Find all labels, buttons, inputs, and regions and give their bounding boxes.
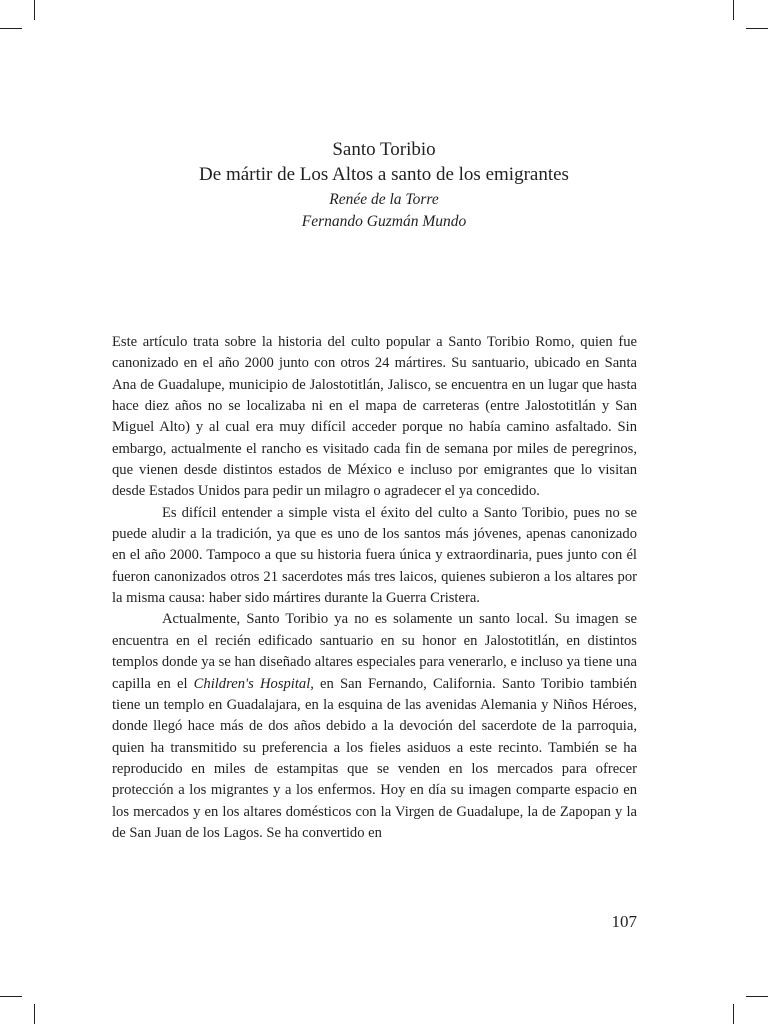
- crop-mark-bottom-left-horizontal: [0, 996, 22, 997]
- crop-mark-top-left-vertical: [34, 0, 35, 20]
- body-paragraph: [112, 609, 637, 844]
- author-name: Fernando Guzmán Mundo: [301, 213, 467, 230]
- crop-mark-bottom-right-horizontal: [746, 996, 768, 997]
- article-title: Santo Toribio: [332, 139, 436, 160]
- article-header: [0, 137, 768, 233]
- crop-mark-top-right-vertical: [733, 0, 734, 20]
- page-number: 107: [611, 912, 637, 931]
- italic-reference: Children's Hospital: [193, 675, 311, 692]
- paragraph-text: Actualmente, Santo Toribio ya no es solamente un santo local. Su imagen se encuentra en el recién edificado santuario en su honor en Jalostotitlán, en distintos templos donde ya se han diseñado altares especiales para venerarlo, e incluso ya tiene una capilla en el: [112, 611, 637, 692]
- crop-mark-bottom-left-vertical: [34, 1004, 35, 1024]
- author-name: Renée de la Torre: [329, 191, 439, 208]
- body-paragraph: Este artículo trata sobre la historia del culto popular a Santo Toribio Romo, quien fue canonizado en el año 2000 junto con otros 24 mártires. Su santuario, ubicado en Santa Ana de Guadalupe, municipio de Jalostotitlán, Jalisco, se encuentra en un lugar que hasta hace diez años no se localizaba ni en el mapa de carreteras (entre Jalostotitlán y San Miguel Alto) y al cual era muy difícil acceder porque no había camino asfaltado. Sin embargo, actualmente el rancho es visitado cada fin de semana por miles de peregrinos, que vienen desde distintos estados de México e incluso por emigrantes que lo visitan desde Estados Unidos para pedir un milagro o agradecer el ya concedido.: [112, 334, 637, 500]
- crop-mark-top-left-horizontal: [0, 28, 22, 29]
- article-body: [112, 332, 637, 844]
- crop-mark-top-right-horizontal: [746, 28, 768, 29]
- article-subtitle: De mártir de Los Altos a santo de los emigrantes: [199, 164, 569, 185]
- crop-mark-bottom-right-vertical: [733, 1004, 734, 1024]
- body-paragraph: Es difícil entender a simple vista el éxito del culto a Santo Toribio, pues no se puede aludir a la tradición, ya que es uno de los santos más jóvenes, apenas canonizado en el año 2000. Tampoco a que su historia fuera única y extraordinaria, pues junto con él fueron canonizados otros 21 sacerdotes más tres laicos, quienes subieron a los altares por la misma causa: haber sido mártires durante la Guerra Cristera.: [112, 504, 637, 607]
- paragraph-text: , en San Fernando, California. Santo Toribio también tiene un templo en Guadalajara, en la esquina de las avenidas Alemania y Niños Héroes, donde llegó hace más de dos años debido a la devoción del sacerdote de la parroquia, quien ha transmitido su preferencia a los fieles asiduos a este recinto. También se ha reproducido en miles de estampitas que se venden en los mercados para ofrecer protección a los migrantes y a los enfermos. Hoy en día su imagen comparte espacio en los mercados y en los altares domésticos con la Virgen de Guadalupe, la de Zapopan y la de San Juan de los Lagos. Se ha convertido en: [112, 675, 637, 841]
- author-list: [0, 189, 768, 233]
